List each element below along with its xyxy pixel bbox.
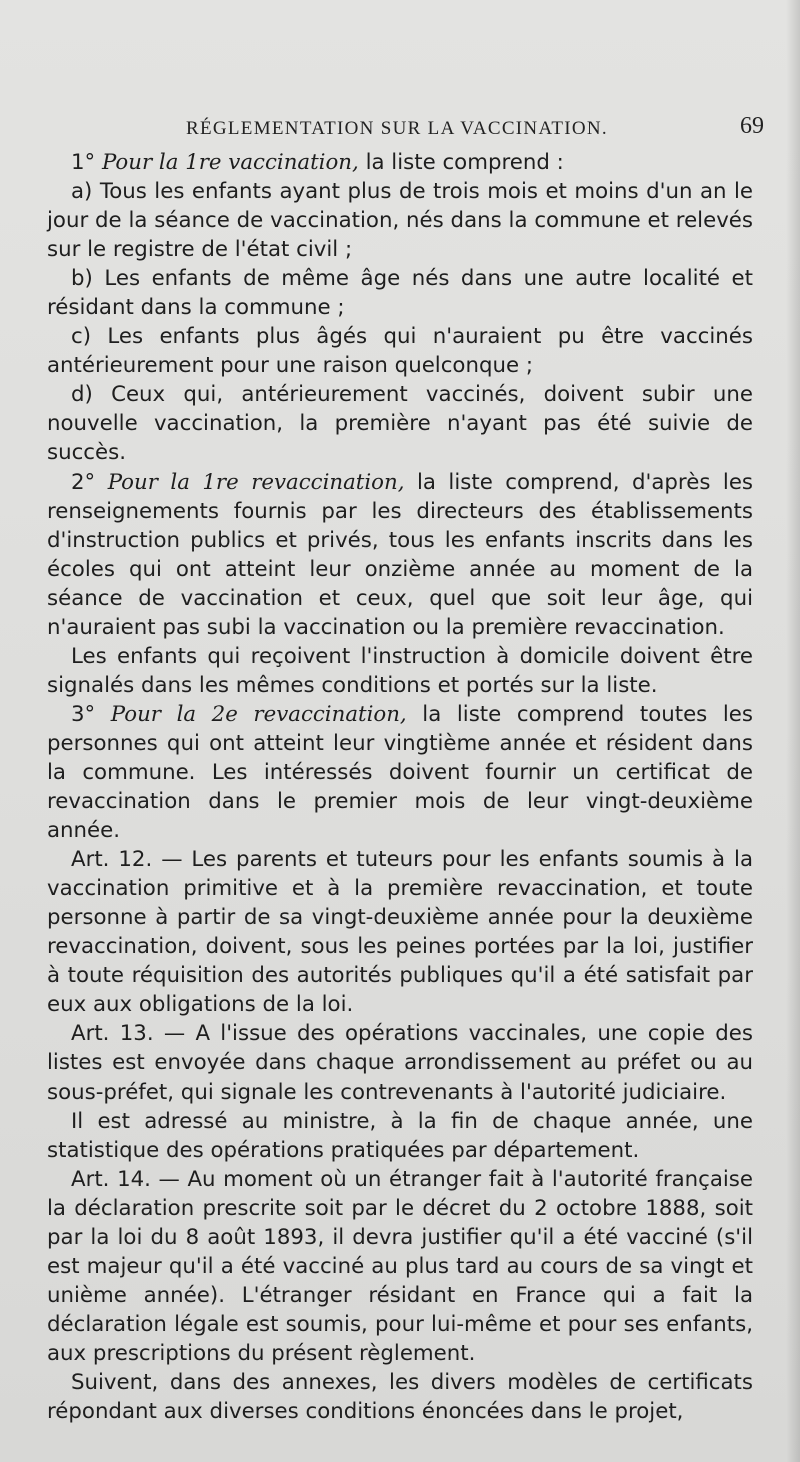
- paragraph: [47, 642, 753, 700]
- paragraph-text: Art. 14. — Au moment où un étranger fait à l'autorité française la déclaration prescrite soit par le décret du 2 octobre 1888, soit par la loi du 8 août 1893, il devra justifier qu'il a été vacciné (s'il est majeur qu'il a été vacciné au plus tard au cours de sa vingt et unième année). L'étranger résidant en France qui a fait la déclaration légale est soumis, pour lui-même et pour ses enfants, aux prescriptions du présent règlement.: [47, 1166, 753, 1366]
- paragraph-text: Les enfants de même âge nés dans une autre localité et résidant dans la commune ;: [47, 266, 753, 321]
- paragraph: [47, 177, 753, 264]
- paragraph-italic: Pour la 1re vaccination,: [101, 150, 359, 175]
- paragraph: [47, 264, 753, 322]
- paragraph-text: Il est adressé au ministre, à la fin de chaque année, une statistique des opérations pratiquées par département.: [47, 1108, 753, 1163]
- body-text: [47, 148, 753, 1426]
- paragraph-text: Art. 13. — A l'issue des opérations vaccinales, une copie des listes est envoyée dans chaque arrondissement au préfet ou au sous-préfet, qui signale les contrevenants à l'autorité judiciaire.: [47, 1021, 753, 1105]
- paragraph-lead: 3°: [71, 701, 111, 727]
- page-header: [46, 108, 766, 148]
- paragraph-text: Les enfants plus âgés qui n'auraient pu être vaccinés antérieurement pour une raison quelconque ;: [47, 324, 753, 379]
- article-13: [47, 1019, 753, 1106]
- running-head: RÉGLEMENTATION SUR LA VACCINATION.: [186, 118, 608, 139]
- paragraph-text: la liste comprend, d'après les renseignements fournis par les directeurs des établissements d'instruction publics et privés, tous les enfants inscrits dans les écoles qui ont atteint leur onzième année au moment de la séance de vaccination et ceux, quel que soit leur âge, qui n'auraient pas subi la vaccination ou la première revaccination.: [47, 469, 754, 640]
- paragraph: [47, 380, 753, 467]
- paragraph-lead: a): [71, 179, 100, 205]
- paragraph-text: la liste comprend :: [358, 150, 564, 175]
- paragraph: [47, 700, 753, 845]
- paragraph-lead: 1°: [71, 150, 102, 175]
- paragraph-text: Ceux qui, antérieurement vaccinés, doivent subir une nouvelle vaccination, la première n'ayant pas été suivie de succès.: [47, 382, 753, 466]
- page-edge-shadow: [786, 0, 800, 1462]
- paragraph-text: la liste comprend toutes les personnes qui ont atteint leur vingtième année et résident dans la commune. Les intéressés doivent fournir un certificat de revaccination dans le premier mois de leur vingt-deuxième année.: [47, 701, 753, 844]
- paragraph-text: Suivent, dans des annexes, les divers modèles de certificats répondant aux diverses conditions énoncées dans le projet,: [47, 1369, 753, 1425]
- paragraph: [47, 322, 753, 380]
- paragraph: [47, 1107, 753, 1165]
- paragraph-lead: b): [71, 266, 105, 292]
- paragraph-text: Art. 12. — Les parents et tuteurs pour les enfants soumis à la vaccination primitive et à la première revaccination, et toute personne à partir de sa vingt-deuxième année pour la deuxième revaccination, doivent, sous les peines portées par la loi, justifier à toute réquisition des autorités publiques qu'il a été satisfait par eux aux obligations de la loi.: [47, 847, 753, 1018]
- paragraph-text: Tous les enfants ayant plus de trois mois et moins d'un an le jour de la séance de vaccination, nés dans la commune et relevés sur le registre de l'état civil ;: [47, 179, 753, 263]
- paragraph: [47, 1368, 753, 1426]
- paragraph-lead: d): [71, 382, 112, 408]
- article-12: [47, 845, 753, 1019]
- paragraph-lead: 2°: [71, 469, 108, 495]
- paragraph-text: Les enfants qui reçoivent l'instruction à domicile doivent être signalés dans les mêmes conditions et portés sur la liste.: [47, 643, 753, 698]
- paragraph: [47, 468, 753, 642]
- paragraph: [47, 148, 753, 177]
- paragraph-italic: Pour la 2e revaccination,: [110, 701, 407, 727]
- paragraph-italic: Pour la 1re revaccination,: [107, 469, 405, 495]
- paragraph-lead: c): [71, 324, 108, 350]
- page-number: 69: [740, 113, 764, 139]
- article-14: [47, 1165, 753, 1368]
